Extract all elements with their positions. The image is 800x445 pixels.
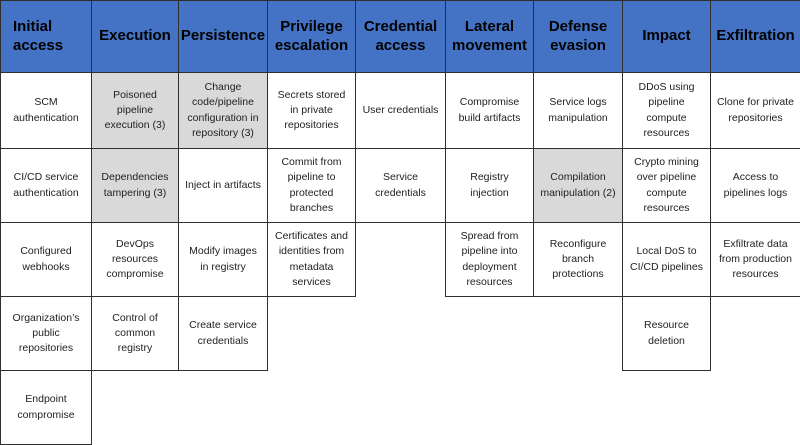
technique-cell: SCM authentication — [0, 72, 92, 149]
technique-cell: Control of common registry — [91, 296, 179, 371]
column-header: Impact — [622, 0, 711, 73]
technique-cell: Change code/pipeline configuration in repository (3) — [178, 72, 268, 149]
technique-cell: Local DoS to CI/CD pipelines — [622, 222, 711, 297]
column-header: Privilege escalation — [267, 0, 356, 73]
technique-cell: Service logs manipulation — [533, 72, 623, 149]
technique-cell: Service credentials — [355, 148, 446, 223]
technique-cell: Clone for private repositories — [710, 72, 800, 149]
technique-cell: Certificates and identities from metadata services — [267, 222, 356, 297]
technique-cell: Access to pipelines logs — [710, 148, 800, 223]
technique-cell: Commit from pipeline to protected branches — [267, 148, 356, 223]
column-header: Exfiltration — [710, 0, 800, 73]
column-header: Defense evasion — [533, 0, 623, 73]
technique-cell: Dependencies tampering (3) — [91, 148, 179, 223]
technique-cell: Registry injection — [445, 148, 534, 223]
column-header: Execution — [91, 0, 179, 73]
technique-cell: Create service credentials — [178, 296, 268, 371]
technique-cell: Organization’s public repositories — [0, 296, 92, 371]
technique-cell: Configured webhooks — [0, 222, 92, 297]
technique-cell: Resource deletion — [622, 296, 711, 371]
technique-cell: Secrets stored in private repositories — [267, 72, 356, 149]
technique-cell: Modify images in registry — [178, 222, 268, 297]
column-header: Initial access — [0, 0, 92, 73]
technique-cell: Spread from pipeline into deployment resources — [445, 222, 534, 297]
technique-cell: Exfiltrate data from production resources — [710, 222, 800, 297]
technique-cell: Compilation manipulation (2) — [533, 148, 623, 223]
technique-cell: DevOps resources compromise — [91, 222, 179, 297]
technique-cell: Reconfigure branch protections — [533, 222, 623, 297]
column-header: Lateral movement — [445, 0, 534, 73]
technique-cell: Poisoned pipeline execution (3) — [91, 72, 179, 149]
technique-cell: Inject in artifacts — [178, 148, 268, 223]
column-header: Persistence — [178, 0, 268, 73]
technique-cell: Endpoint compromise — [0, 370, 92, 445]
technique-cell: Compromise build artifacts — [445, 72, 534, 149]
technique-cell: CI/CD service authentication — [0, 148, 92, 223]
technique-cell: Crypto mining over pipeline compute resources — [622, 148, 711, 223]
technique-cell: DDoS using pipeline compute resources — [622, 72, 711, 149]
column-header: Credential access — [355, 0, 446, 73]
technique-cell: User credentials — [355, 72, 446, 149]
